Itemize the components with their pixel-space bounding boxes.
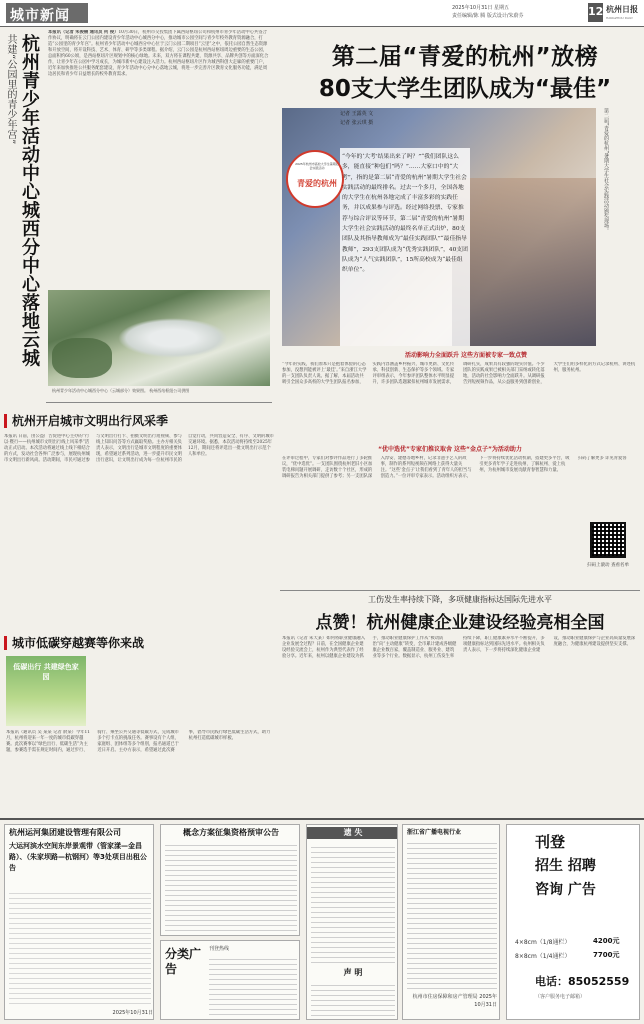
byline: 本报讯（记者 朱俊楠 通讯员 何 俊） bbox=[48, 30, 119, 35]
left-story-body bbox=[48, 30, 270, 288]
ad-classified-title: 分类广告 bbox=[165, 947, 202, 976]
body-text: 10月30日，杭州市交投集团下属西站枢纽公司和杭州市青少年活动中心共签合作协议，明确将在云门公园内建设青少年活动中心城西分中心，推动城市公园空间与青少年校外教育资源融合，打造“公园里的青少年宫”。杭州青少年活动中心城西分中心位于云门公园二期项目“云里”之中，依托公园自然生态资源和开放空间，将开设科技、艺术、体育、研学等多类课程。据介绍，云门公园是杭州西站枢纽周边重要的生态公园，总面积约60公顷，是西站枢纽片区规划中的核心绿地。未来，双方将在课程共建、资源共享、品牌共创等方面深化合作，让青少年在公园中学习成长，为城市新中心建设注入活力。杭州西站枢纽片区作为城西科创大走廊的重要门户，近年来加快推进公共服务配套建设，青少年活动中心分中心落地云城，将进一步完善片区教育文化服务功能，满足周边居民和青少年日益增长的校外教育需求。 bbox=[48, 30, 269, 77]
ad-broadcast-title: 浙江省广播电视行业 bbox=[407, 829, 462, 836]
ad-recruit-price1: 4×8cm（1/8通栏） bbox=[515, 939, 571, 946]
ad-recruit-price2-v: 7700元 bbox=[593, 951, 620, 959]
youth-center-rendering bbox=[48, 290, 270, 386]
main-title-line2: 80支大学生团队成为“最佳” bbox=[318, 76, 612, 100]
left-photo-caption: 杭州青少年活动中心城西分中心（云城部分）效果图。 杭州西站枢纽公司供图 bbox=[52, 388, 190, 393]
ad-lost bbox=[306, 824, 398, 1020]
building-shape bbox=[118, 318, 228, 358]
civil-body: 本报讯 日前，由公益广告促进中心主办的“行以·暨行——杭州城市文明出行线上风采季”活动正式启动。本次活动将通过线上线下相结合的方式，发动社会各界广泛参与，展现杭州城市文明出行新风尚。活动期间，市民可通过参与文明出行打卡、拍摄文明出行短视频、参与线上知识问答等方式赢取奖励。主办方相关负责人表示，文明出行是城市文明程度的重要体现，希望通过系列活动，进一步提升市民文明出行意识，让文明出行成为每一位杭州市民的自觉行动，共同营造安全、有序、文明的城市交通环境。据悉，本次活动将持续至2025年12月，期间还将评选出一批文明出行示范个人和单位。 bbox=[4, 434, 274, 463]
ad-canal bbox=[4, 824, 154, 1020]
subhead-1: 活动影响力全面跃升 这些方面被专家一致点赞 bbox=[404, 352, 528, 359]
ad-concept-title: 概念方案征集资格预审公告 bbox=[183, 828, 279, 837]
health-body: 本报讯（记者 朱天某）如何将职业健康融入企业发展全过程？日前，在全国健康企业建设经验交流会上，杭州作为典型代表作了经验分享。近年来，杭州以健康企业建设为抓手，推动职业健康保护工作从“被动防治”向“主动健康”转变，全市累计建成各级健康企业数百家，覆盖制造业、服务业、建筑业等多个行业。数据显示，杭州工伤发生率持续下降，职工健康素养水平不断提升，多项健康指标达到国际先进水平。杭州相关负责人表示，下一步将持续深化健康企业建设，推动职业健康保护与企业高质量发展深度融合，为健康杭州建设提供坚实支撑。 bbox=[282, 636, 636, 659]
ad-canal-sub: 大运河滨水空间东岸景观带（管家漾—金昌路）、（朱家坝路—杭钢河）等3处项目出租公告 bbox=[9, 842, 147, 872]
ad-classified-sub: 刊登热线 bbox=[209, 946, 230, 952]
left-story-title bbox=[18, 34, 40, 384]
badge-caption: 2025年杭州市高校大学生暑期社会实践活动 bbox=[295, 162, 339, 170]
main-lead: “今年的‘大考’结果出来了吗？”“我们团队这么多，能直接“种包们”吗？”……大家口中的“大考”，指的是第二届“青爱的杭州”暑期大学生社会实践活动的最终排名。过去一个多月，全国各地的大学生在杭州各地完成了丰富多彩的实践任务，并以成果参与评选。经过网络投票、专家推荐与综合评议等环节，第二届“青爱的杭州”暑期大学生社会实践活动的最终名单正式出炉，80支团队及其指导教师成为“最佳实践团队”“最佳指导教师”，293支团队成为“优秀实践团队”，40支团队成为“人气实践团队”，15所高校成为“最佳组织单位”。 bbox=[342, 154, 468, 274]
ad-canal-date: 2025年10月31日 bbox=[112, 1010, 153, 1016]
paper-en: HANGZHOU DAILY bbox=[606, 16, 633, 20]
kicker-text: 共建“公园里的青少年宫” bbox=[5, 34, 16, 145]
ad-broadcast-body bbox=[407, 839, 497, 989]
ad-recruit-note: （客户服务电子邮箱） bbox=[535, 994, 586, 1000]
lowcarbon-title: 城市低碳穿越赛等你来战 bbox=[12, 636, 145, 650]
qr-note: 扫码了解更多 详见青爱客 bbox=[578, 456, 627, 461]
main-body-2: 在评审过程中，专家们对参评作品进行了多轮推议，“优中选优”。一支团队围绕杭州老旧小区加装电梯问题开展调研，走访数十个社区，形成的调研报告为相关部门提供了参考；另一支团队深入淳安、建德等地乡村，记录非遗手艺人的故事，制作的系列短视频在网络上获得大量关注。“这些‘金点子’让我们看到了青年人的担当与创造力。”一位评审专家表示。活动组织方表示，下一步将持续优化活动机制，搭建更多平台，吸引更多青年学子走进杭州、了解杭州、爱上杭州，为杭州城市发展贡献青春智慧和力量。 bbox=[282, 456, 570, 479]
qr-code-icon[interactable] bbox=[590, 522, 626, 558]
ad-statement-title: 声 明 bbox=[343, 968, 363, 977]
ad-recruit bbox=[506, 824, 640, 1020]
issue-date: 2025年10月31日 星期五 bbox=[452, 5, 510, 11]
main-title-line1: 第二届“青爱的杭州”放榜 bbox=[331, 44, 599, 68]
left-story-kicker bbox=[4, 34, 17, 234]
main-body-1: “今年的实践，我们原本只是抱着体验的心态参加，没想到能被评上‘最佳’。”来自浙江大学的一支团队负责人说。据了解，本届活动共吸引全国众多高校的大学生团队报名参加，实践内容涵盖乡村振兴、城市更新、文化传承、科技创新、生态保护等多个领域。专家评审组表示，今年参评团队整体水平明显提升，许多团队选题紧扣杭州城市发展需求，调研扎实，成果具有较强的现实价值。不少团队的实践成果已被相关部门采纳或转化落地，活动的社会影响力全面跃升。从调研报告到短视频作品，从公益服务到创新创业，大学生们用多样化的方式记录杭州、讲述杭州、服务杭州。 bbox=[282, 362, 636, 385]
section-label: 城市新闻 bbox=[10, 8, 70, 23]
ad-recruit-l3: 咨询 广告 bbox=[535, 882, 596, 898]
main-reporters: 记者 王露英 文 记者 张云琪 摄 bbox=[340, 111, 374, 126]
badge-title: 青爱的杭州 bbox=[297, 179, 337, 188]
page-number: 12 bbox=[588, 5, 603, 18]
people-silhouettes bbox=[452, 178, 596, 346]
ad-recruit-price1-v: 4200元 bbox=[593, 937, 620, 945]
page-header bbox=[0, 0, 644, 26]
ad-recruit-l1: 刊登 bbox=[535, 833, 566, 851]
caption-vertical: 第二届“青爱的杭州”暑期大学生社会实践活动颁奖现场。 bbox=[603, 108, 609, 234]
ad-recruit-phone: 电话：85052559 bbox=[535, 975, 630, 988]
poster-text: 低碳出行 共建绿色家园 bbox=[13, 663, 79, 681]
lowcarbon-poster bbox=[6, 656, 86, 726]
health-title: 点赞！杭州健康企业建设经验亮相全国 bbox=[315, 613, 605, 632]
ad-canal-title: 杭州运河集团建设管理有限公司 bbox=[9, 828, 121, 837]
qr-block bbox=[578, 520, 638, 582]
civil-title: 杭州开启城市文明出行风采季 bbox=[12, 414, 169, 428]
ad-lost-title: 遗 失 bbox=[307, 827, 398, 839]
ceremony-photo-caption bbox=[602, 108, 640, 346]
ad-lost-body bbox=[311, 843, 395, 963]
ad-statement-body bbox=[311, 981, 395, 1017]
title-text: 杭州青少年活动中心城西分中心落地云城 bbox=[19, 34, 40, 367]
health-kicker: 工伤发生率持续下降，多项健康指标达国际先进水平 bbox=[368, 595, 552, 604]
qr-caption: 扫码上滚动 查看名单 bbox=[587, 563, 629, 568]
subhead-2: “优中选优”专家们推议取舍 这些“金点子”为活动助力 bbox=[378, 446, 522, 453]
ad-broadcast bbox=[402, 824, 500, 1020]
ad-classified bbox=[160, 940, 300, 1020]
lowcarbon-body: 本报讯（通讯员 吴 某某 记者 俞某）今年11月，杭州将迎来一年一度的城市低碳穿越赛。此次赛事以“绿色出行、低碳生活”为主题，参赛选手需在规定时间内，通过步行、骑行、乘坐公共交通等低碳方式，完成城市多个打卡点的挑战任务。赛事设有个人组、家庭组、团体组等多个组别，报名通道已于近日开启。主办方表示，希望通过此次赛事，倡导市民践行绿色低碳生活方式，助力杭州打造低碳城市样板。 bbox=[6, 730, 271, 753]
ad-concept bbox=[160, 824, 300, 936]
ad-recruit-price2: 8×8cm（1/4通栏） bbox=[515, 953, 571, 960]
ad-canal-body bbox=[9, 889, 151, 1007]
ad-recruit-l2: 招生 招聘 bbox=[535, 858, 596, 874]
badge bbox=[286, 150, 344, 208]
ad-concept-body bbox=[165, 841, 297, 933]
ad-classified-body bbox=[209, 955, 297, 1017]
page-editors: 责任编辑/陈 腾 版式设计/朱蔚芬 bbox=[452, 13, 524, 19]
paper-name: 杭州日报 bbox=[606, 4, 638, 14]
tree-cluster bbox=[52, 338, 112, 378]
ad-housing-footer: 杭州市住房保障和房产管理局 2025年10月31日 bbox=[412, 994, 497, 1008]
